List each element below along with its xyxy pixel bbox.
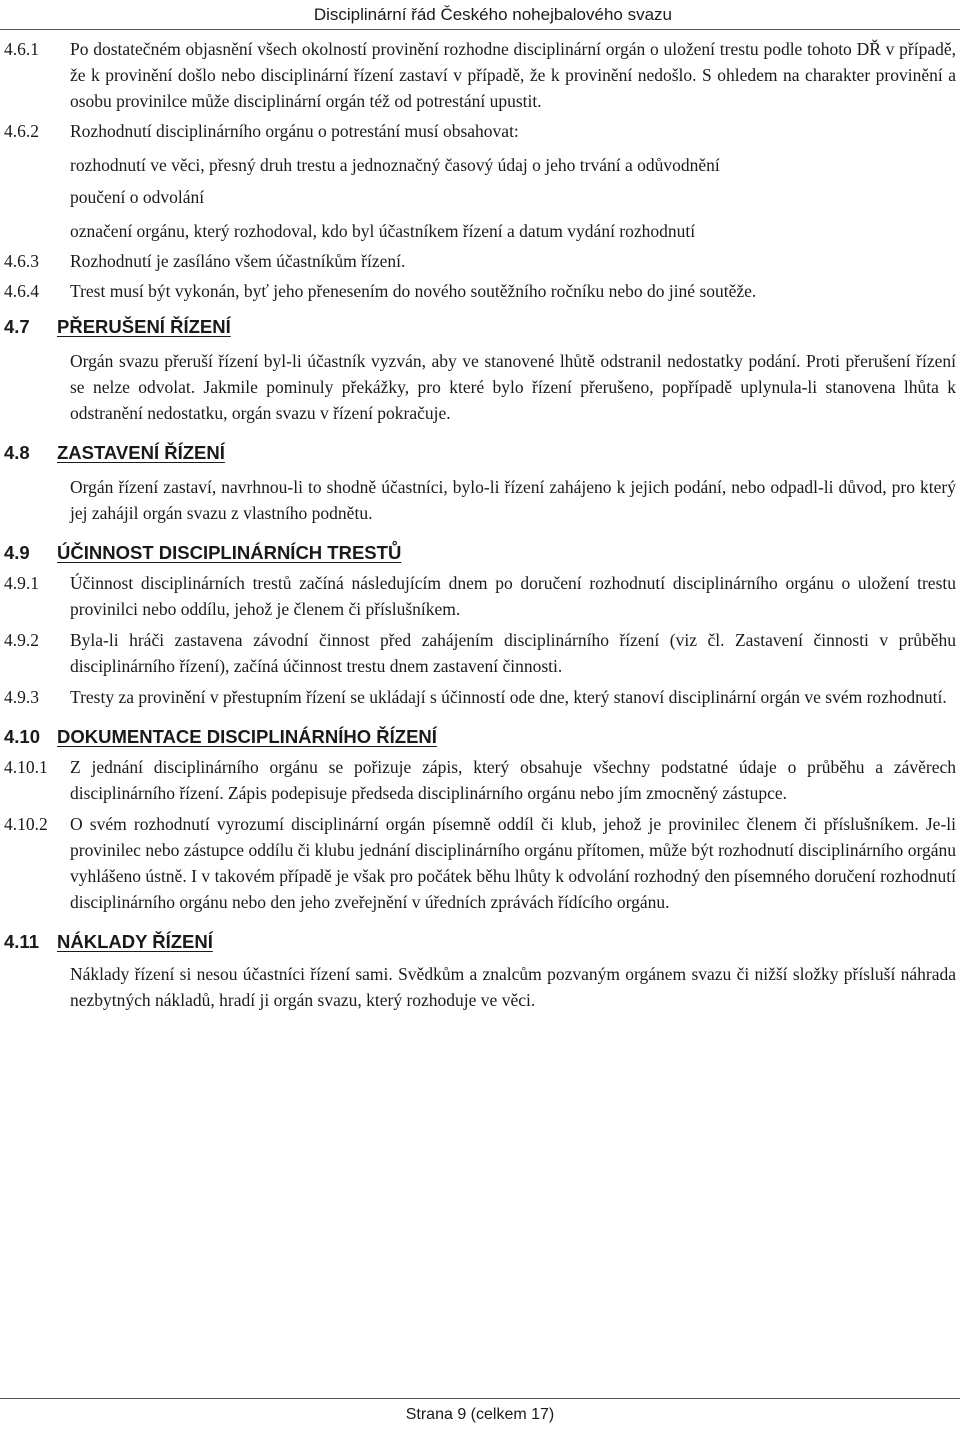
- paragraph-4-9-2: [0, 627, 956, 679]
- paragraph-number: 4.6.4: [4, 281, 39, 301]
- paragraph-number: 4.9.2: [4, 630, 39, 650]
- section-number: 4.9: [4, 542, 30, 563]
- section-number: 4.10: [4, 726, 41, 747]
- section-heading-4-11: [0, 929, 956, 955]
- section-title: ZASTAVENÍ ŘÍZENÍ: [57, 442, 225, 463]
- section-heading-4-8: [0, 440, 956, 466]
- paragraph-number: 4.9.1: [4, 573, 39, 593]
- section-title: NÁKLADY ŘÍZENÍ: [57, 931, 213, 952]
- paragraph-4-10-2: [0, 811, 956, 915]
- paragraph-4-6-1: [0, 36, 956, 114]
- page-footer: Strana 9 (celkem 17): [405, 1406, 555, 1423]
- section-number: 4.8: [4, 442, 30, 463]
- paragraph-4-6-4: [0, 278, 956, 304]
- section-text-4-11: Náklady řízení si nesou účastníci řízení sami. Svědkům a znalcům pozvaným orgánem svazu či nižší složky přísluší náhrada nezbytných nákladů, hradí ji orgán svazu, který rozhoduje ve věci.: [70, 964, 956, 1010]
- paragraph-4-6-2: [0, 118, 956, 144]
- paragraph-number: 4.6.1: [4, 39, 39, 59]
- paragraph-text: Rozhodnutí je zasíláno všem účastníkům řízení.: [70, 251, 406, 271]
- section-text-4-7: Orgán svazu přeruší řízení byl-li účastník vyzván, aby ve stanovené lhůtě odstranil nedostatky podání. Proti přerušení řízení se nelze odvolat. Jakmile pominuly překážky, pro které bylo řízení přerušeno, popřípadě uplynula-li stanovena lhůta k odstranění nedostatku, orgán svazu v řízení pokračuje.: [70, 351, 956, 423]
- section-heading-4-9: [0, 540, 956, 566]
- paragraph-number: 4.10.2: [4, 814, 48, 834]
- document-content: [0, 36, 956, 1013]
- paragraph-text: Z jednání disciplinárního orgánu se pořizuje zápis, který obsahuje všechny podstatné údaje o průběhu a závěrech disciplinárního řízení. Zápis podepisuje předseda disciplinárního orgánu nebo jím zmocněný zástupce.: [70, 757, 956, 803]
- header-divider: [0, 29, 960, 30]
- list-item: poučení o odvolání: [70, 187, 205, 207]
- paragraph-4-9-1: [0, 570, 956, 622]
- section-number: 4.7: [4, 316, 30, 337]
- paragraph-text: Trest musí být vykonán, byť jeho přenesením do nového soutěžního ročníku nebo do jiné soutěže.: [70, 281, 757, 301]
- section-title: DOKUMENTACE DISCIPLINÁRNÍHO ŘÍZENÍ: [57, 726, 437, 747]
- list-item: rozhodnutí ve věci, přesný druh trestu a jednoznačný časový údaj o jeho trvání a odůvodnění: [70, 155, 720, 175]
- paragraph-text: Rozhodnutí disciplinárního orgánu o potrestání musí obsahovat:: [70, 121, 519, 141]
- paragraph-number: 4.6.2: [4, 121, 39, 141]
- paragraph-4-9-3: [0, 684, 956, 710]
- section-text-4-8: Orgán řízení zastaví, navrhnou-li to shodně účastníci, bylo-li řízení zahájeno k jejich podání, nebo odpadl-li důvod, pro který jej zahájil orgán svazu z vlastního podnětu.: [70, 477, 956, 523]
- paragraph-4-6-3: [0, 248, 956, 274]
- paragraph-text: Po dostatečném objasnění všech okolností provinění rozhodne disciplinární orgán o uložení trestu podle tohoto DŘ v případě, že k provinění došlo nebo disciplinární řízení zastaví v případě, že k provinění nedošlo. S ohledem na charakter provinění a osobu provinilce může disciplinární orgán též od potrestání upustit.: [70, 39, 956, 111]
- section-heading-4-7: [0, 314, 956, 340]
- footer-divider: [0, 1398, 960, 1399]
- section-title: PŘERUŠENÍ ŘÍZENÍ: [57, 316, 231, 337]
- section-title: ÚČINNOST DISCIPLINÁRNÍCH TRESTŮ: [57, 542, 402, 563]
- paragraph-number: 4.10.1: [4, 757, 48, 777]
- paragraph-number: 4.9.3: [4, 687, 39, 707]
- section-number: 4.11: [4, 931, 39, 952]
- paragraph-text: O svém rozhodnutí vyrozumí disciplinární orgán písemně oddíl či klub, jehož je provinilec členem či příslušníkem. Je-li provinilec nebo zástupce oddílu či klubu jednání disciplinárního orgánu přítomen, může být rozhodnutí disciplinárního orgánu vyhlášeno ústně. I v takovém případě je však pro počátek běhu lhůty k odvolání rozhodný den písemného doručení rozhodnutí disciplinárního orgánu nebo den jeho zveřejnění v úředních zprávách řídícího orgánu.: [70, 814, 956, 912]
- paragraph-text: Tresty za provinění v přestupním řízení se ukládají s účinností ode dne, který stanoví disciplinární orgán ve svém rozhodnutí.: [70, 687, 947, 707]
- paragraph-text: Byla-li hráči zastavena závodní činnost před zahájením disciplinárního řízení (viz čl. Zastavení činnosti v průběhu disciplinárního řízení), začíná účinnost trestu dnem zastavení činnosti.: [70, 630, 956, 676]
- list-item: označení orgánu, který rozhodoval, kdo byl účastníkem řízení a datum vydání rozhodnutí: [70, 221, 696, 241]
- paragraph-number: 4.6.3: [4, 251, 39, 271]
- page-header: Disciplinární řád Českého nohejbalového svazu: [313, 5, 672, 24]
- paragraph-text: Účinnost disciplinárních trestů začíná následujícím dnem po doručení rozhodnutí disciplinárního orgánu o uložení trestu provinilci nebo oddílu, jehož je členem či příslušníkem.: [70, 573, 956, 619]
- section-heading-4-10: [0, 724, 956, 750]
- paragraph-4-10-1: [0, 754, 956, 806]
